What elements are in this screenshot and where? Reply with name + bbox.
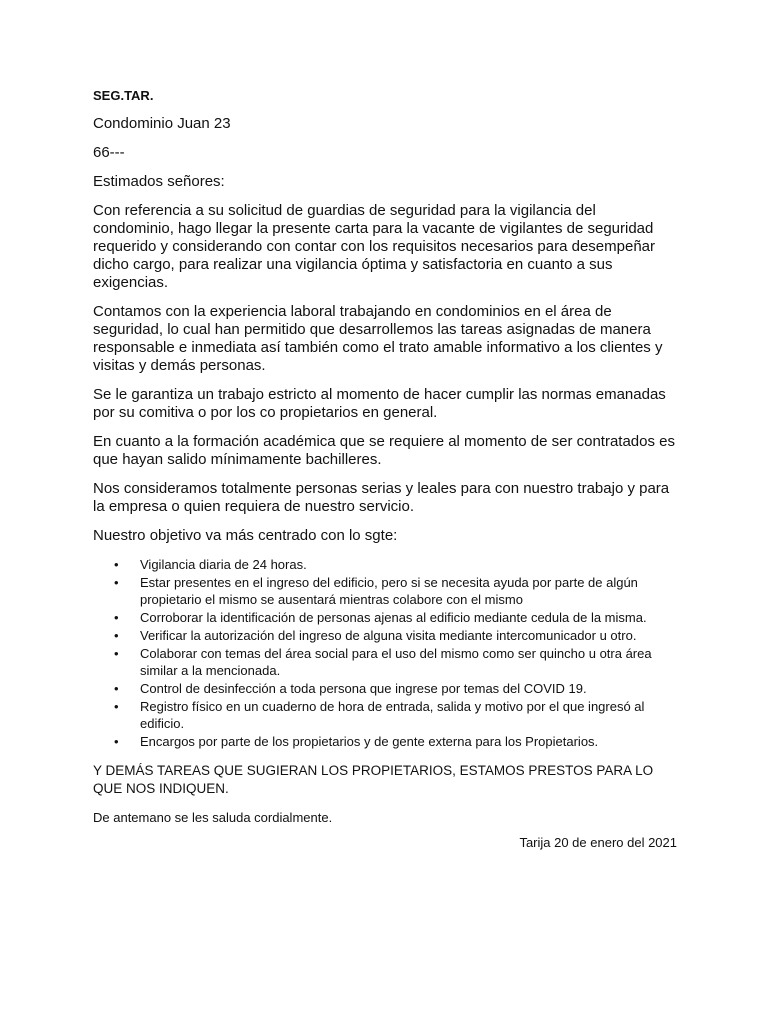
list-item-text: Corroborar la identificación de personas ajenas al edificio mediante cedula de la misma. [140,610,647,625]
bullet-icon: • [114,575,119,590]
paragraph-commitment: Nos consideramos totalmente personas serias y leales para con nuestro trabajo y para la empresa o quien requiera de nuestro servicio. [93,480,670,515]
list-item [93,680,677,697]
reference-line: 66--- [93,144,125,161]
salutation: Estimados señores: [93,173,225,190]
sender-heading: SEG.TAR. [93,88,154,103]
list-item [93,556,677,573]
bullet-icon: • [114,557,119,572]
recipient-line: Condominio Juan 23 [93,115,231,132]
bullet-icon: • [114,610,119,625]
paragraph-guarantee: Se le garantiza un trabajo estricto al momento de hacer cumplir las normas emanadas por su comitiva o por los co propietarios en general. [93,386,666,421]
list-item [93,609,677,626]
objective-list [93,556,677,750]
bullet-icon: • [114,734,119,749]
paragraph-objective: Nuestro objetivo va más centrado con lo sgte: [93,527,398,544]
bullet-icon: • [114,628,119,643]
list-item [93,698,677,732]
letter-date: Tarija 20 de enero del 2021 [519,835,677,850]
bullet-icon: • [114,681,119,696]
list-item-text: Vigilancia diaria de 24 horas. [140,557,307,572]
paragraph-education: En cuanto a la formación académica que se requiere al momento de ser contratados es que hayan salido mínimamente bachilleres. [93,433,675,468]
bullet-icon: • [114,646,119,661]
list-item-text: Colaborar con temas del área social para el uso del mismo como ser quincho u otra área similar a la mencionada. [140,646,652,678]
list-item-text: Verificar la autorización del ingreso de alguna visita mediante intercomunicador u otro. [140,628,637,643]
list-item [93,574,677,608]
list-item-text: Registro físico en un cuaderno de hora de entrada, salida y motivo por el que ingresó al edificio. [140,699,645,731]
closing-statement: Y DEMÁS TAREAS QUE SUGIERAN LOS PROPIETARIOS, ESTAMOS PRESTOS PARA LO QUE NOS INDIQUEN. [93,763,654,796]
list-item-text: Encargos por parte de los propietarios y de gente externa para los Propietarios. [140,734,599,749]
list-item-text: Estar presentes en el ingreso del edificio, pero si se necesita ayuda por parte de algún propietario el mismo se ausentará mientras colabore con el mismo [140,575,638,607]
closing-greeting: De antemano se les saluda cordialmente. [93,810,333,825]
list-item [93,627,677,644]
paragraph-experience: Contamos con la experiencia laboral trabajando en condominios en el área de seguridad, lo cual han permitido que desarrollemos las tareas asignadas de manera responsable e inmediata así también como el trato amable informativo a los clientes y visitas y demás personas. [93,303,663,374]
list-item [93,733,677,750]
list-item-text: Control de desinfección a toda persona que ingrese por temas del COVID 19. [140,681,587,696]
list-item [93,645,677,679]
letter-page [93,88,677,851]
paragraph-request: Con referencia a su solicitud de guardias de seguridad para la vigilancia del condominio, hago llegar la presente carta para la vacante de vigilantes de seguridad requerido y considerando con contar con los requisitos necesarios para desempeñar dicho cargo, para realizar una vigilancia óptima y satisfactoria en cuanto a sus exigencias. [93,202,655,291]
bullet-icon: • [114,699,119,714]
